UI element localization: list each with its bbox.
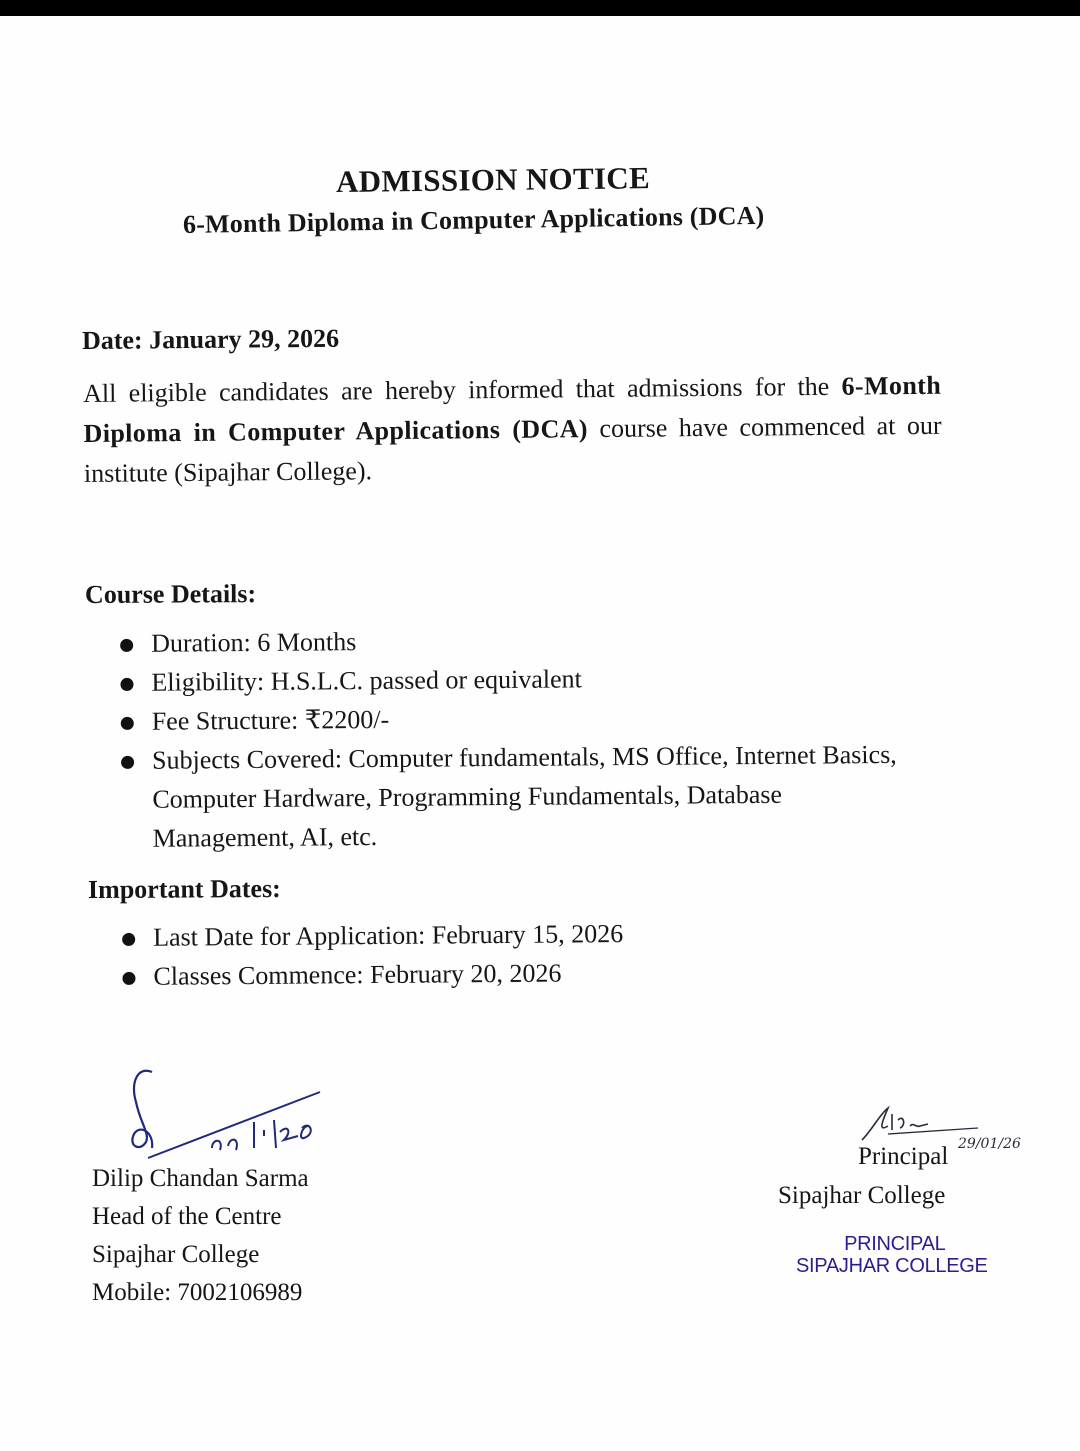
date-last-application: Last Date for Application: February 15, 2026 xyxy=(120,913,820,957)
course-detail-subjects: Subjects Covered: Computer fundamentals, MS Office, Internet Basics, Computer Hardware, Programming Fundamentals, Database Management, AI, etc. xyxy=(119,735,910,858)
stamp-line-1: PRINCIPAL xyxy=(844,1233,946,1255)
left-signatory-block xyxy=(92,1160,309,1312)
intro-text-2: course have commenced at our institute (Sipajhar College). xyxy=(83,410,942,488)
left-signatory-mobile: Mobile: 7002106989 xyxy=(92,1279,303,1306)
course-detail-eligibility: Eligibility: H.S.L.C. passed or equivalent xyxy=(118,657,918,702)
top-black-bar xyxy=(0,0,1080,16)
principal-stamp xyxy=(796,1233,988,1277)
right-signatory-institution: Sipajhar College xyxy=(778,1182,946,1209)
notice-date: Date: January 29, 2026 xyxy=(81,323,340,355)
right-signatory-designation: Principal xyxy=(858,1143,949,1170)
left-signatory-name: Dilip Chandan Sarma xyxy=(92,1165,309,1192)
svg-text:29/01/26: 29/01/26 xyxy=(958,1136,1021,1150)
stamp-line-2: SIPAJHAR COLLEGE xyxy=(796,1255,988,1277)
important-dates-heading: Important Dates: xyxy=(87,873,281,904)
left-signature-icon xyxy=(120,1062,330,1162)
course-detail-duration: Duration: 6 Months xyxy=(118,618,918,663)
date-classes-commence: Classes Commence: February 20, 2026 xyxy=(120,952,820,996)
intro-course-name: 6-Month Diploma in Computer Applications (DCA) xyxy=(83,370,942,448)
left-signatory-designation: Head of the Centre xyxy=(92,1203,282,1230)
important-dates-list xyxy=(120,913,821,996)
notice-title: ADMISSION NOTICE xyxy=(335,160,651,199)
left-signatory-institution: Sipajhar College xyxy=(92,1241,260,1268)
course-detail-fee: Fee Structure: ₹2200/- xyxy=(119,696,919,741)
course-details-heading: Course Details: xyxy=(84,579,257,609)
intro-text-1: All eligible candidates are hereby informed that admissions for the xyxy=(83,371,842,408)
intro-paragraph xyxy=(83,366,942,494)
course-details-list xyxy=(118,618,920,858)
notice-subtitle: 6-Month Diploma in Computer Applications (DCA) xyxy=(182,200,765,239)
